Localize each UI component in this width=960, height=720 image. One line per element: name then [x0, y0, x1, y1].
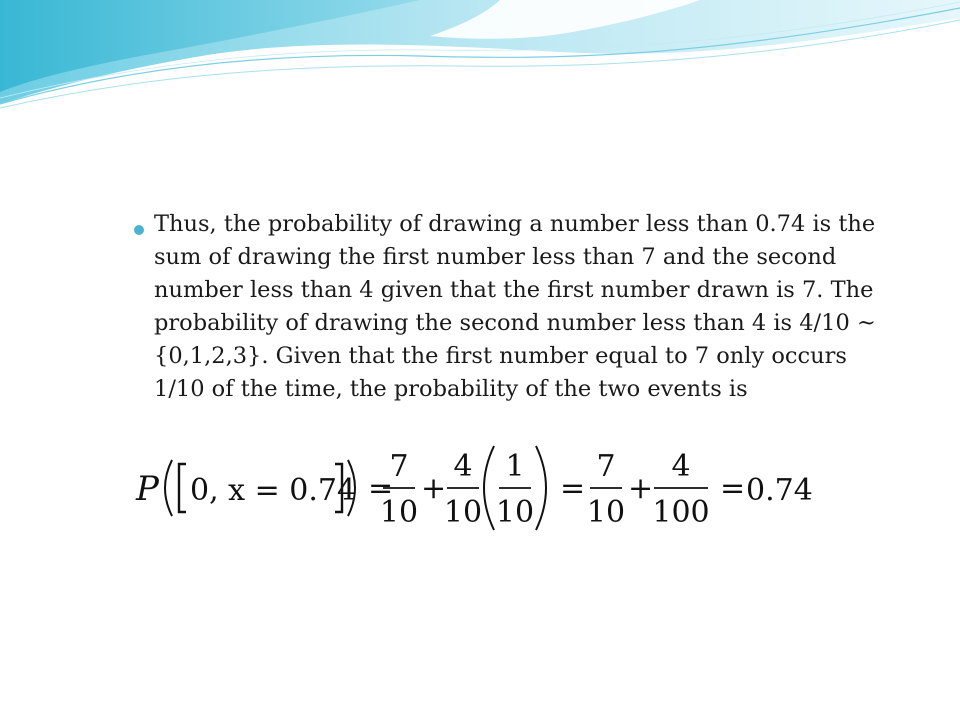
- formula-paren-open: [165, 460, 172, 516]
- formula-p-symbol: P: [136, 469, 159, 509]
- fraction-2-denominator: 10: [443, 495, 483, 530]
- formula-plus-2: +: [628, 471, 654, 506]
- probability-formula: [128, 438, 828, 538]
- bullet-text: Thus, the probability of drawing a number less than 0.74 is the sum of drawing the first number less than 7 and the second number less than 4 given that the first number drawn is 7. The probability of drawing the second number less than 4 is 4/10 ~ {0,1,2,3}. Given that the first number equal to 7 only occurs 1/10 of the time, the probability of the two events is: [154, 211, 876, 402]
- formula-equals-1: =: [368, 471, 394, 506]
- fraction-3-denominator: 10: [495, 495, 535, 530]
- formula-bracket-open: [179, 464, 186, 512]
- formula-big-paren-open: [484, 446, 494, 530]
- fraction-3-numerator: 1: [505, 449, 525, 484]
- formula-big-paren-close: [536, 446, 546, 530]
- formula-interval: 0, x = 0.74: [190, 473, 357, 508]
- fraction-5-denominator: 100: [652, 495, 710, 530]
- formula-plus-1: +: [421, 471, 447, 506]
- fraction-2-numerator: 4: [453, 449, 473, 484]
- formula-result: 0.74: [746, 473, 813, 508]
- fraction-1-numerator: 7: [389, 449, 409, 484]
- fraction-4-numerator: 7: [596, 449, 616, 484]
- header-wave-decoration: [0, 0, 960, 120]
- formula-equals-2: =: [560, 471, 586, 506]
- fraction-5-numerator: 4: [671, 449, 691, 484]
- bullet-marker: [134, 225, 144, 235]
- fraction-1-denominator: 10: [379, 495, 419, 530]
- fraction-4-denominator: 10: [586, 495, 626, 530]
- formula-equals-3: =: [720, 471, 746, 506]
- bullet-point: [128, 208, 918, 406]
